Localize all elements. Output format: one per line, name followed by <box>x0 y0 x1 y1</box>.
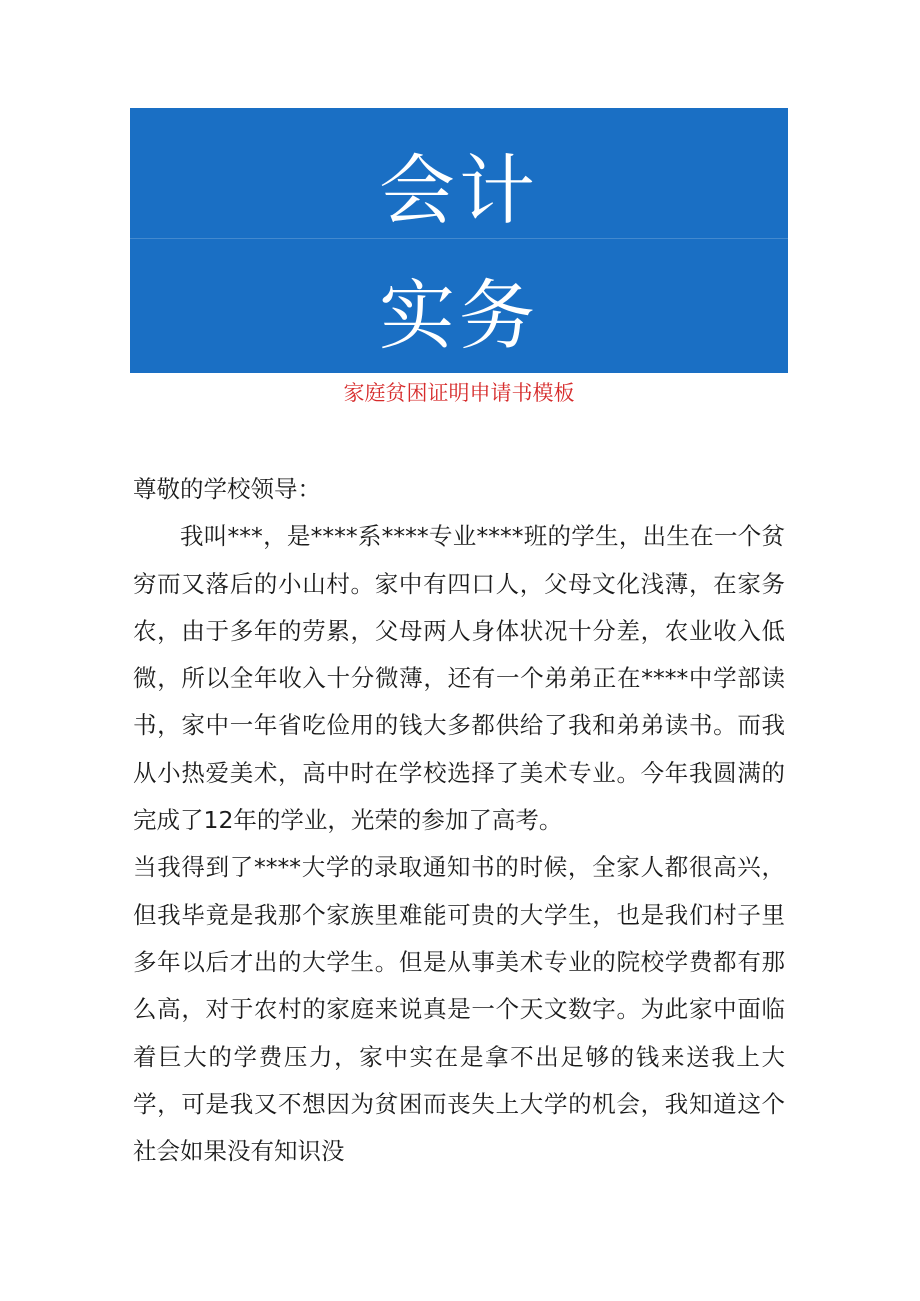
banner-divider <box>130 238 788 239</box>
paragraph-2: 当我得到了****大学的录取通知书的时候，全家人都很高兴，但我毕竟是我那个家族里难能可贵的大学生，也是我们村子里多年以后才出的大学生。但是从事美术专业的院校学费都有那么高，对于农村的家庭来说真是一个天文数字。为此家中面临着巨大的学费压力，家中实在是拿不出足够的钱来送我上大学，可是我又不想因为贫困而丧失上大学的机会，我知道这个社会如果没有知识没 <box>133 853 785 1166</box>
cover-banner <box>130 108 788 373</box>
paragraph-1: 我叫***，是****系****专业****班的学生，出生在一个贫穷而又落后的小山村。家中有四口人，父母文化浅薄，在家务农，由于多年的劳累，父母两人身体状况十分差，农业收入低微，所以全年收入十分微薄，还有一个弟弟正在****中学部读书，家中一年省吃俭用的钱大多都供给了我和弟弟读书。而我从小热爱美术，高中时在学校选择了美术专业。今年我圆满的完成了12年的学业，光荣的参加了高考。 <box>133 522 785 835</box>
document-body <box>133 466 785 1175</box>
document-title: 家庭贫困证明申请书模板 <box>343 381 575 405</box>
banner-title-line-2: 实务 <box>379 271 539 360</box>
salutation: 尊敬的学校领导： <box>133 475 321 503</box>
banner-title-line-1: 会计 <box>379 146 539 235</box>
